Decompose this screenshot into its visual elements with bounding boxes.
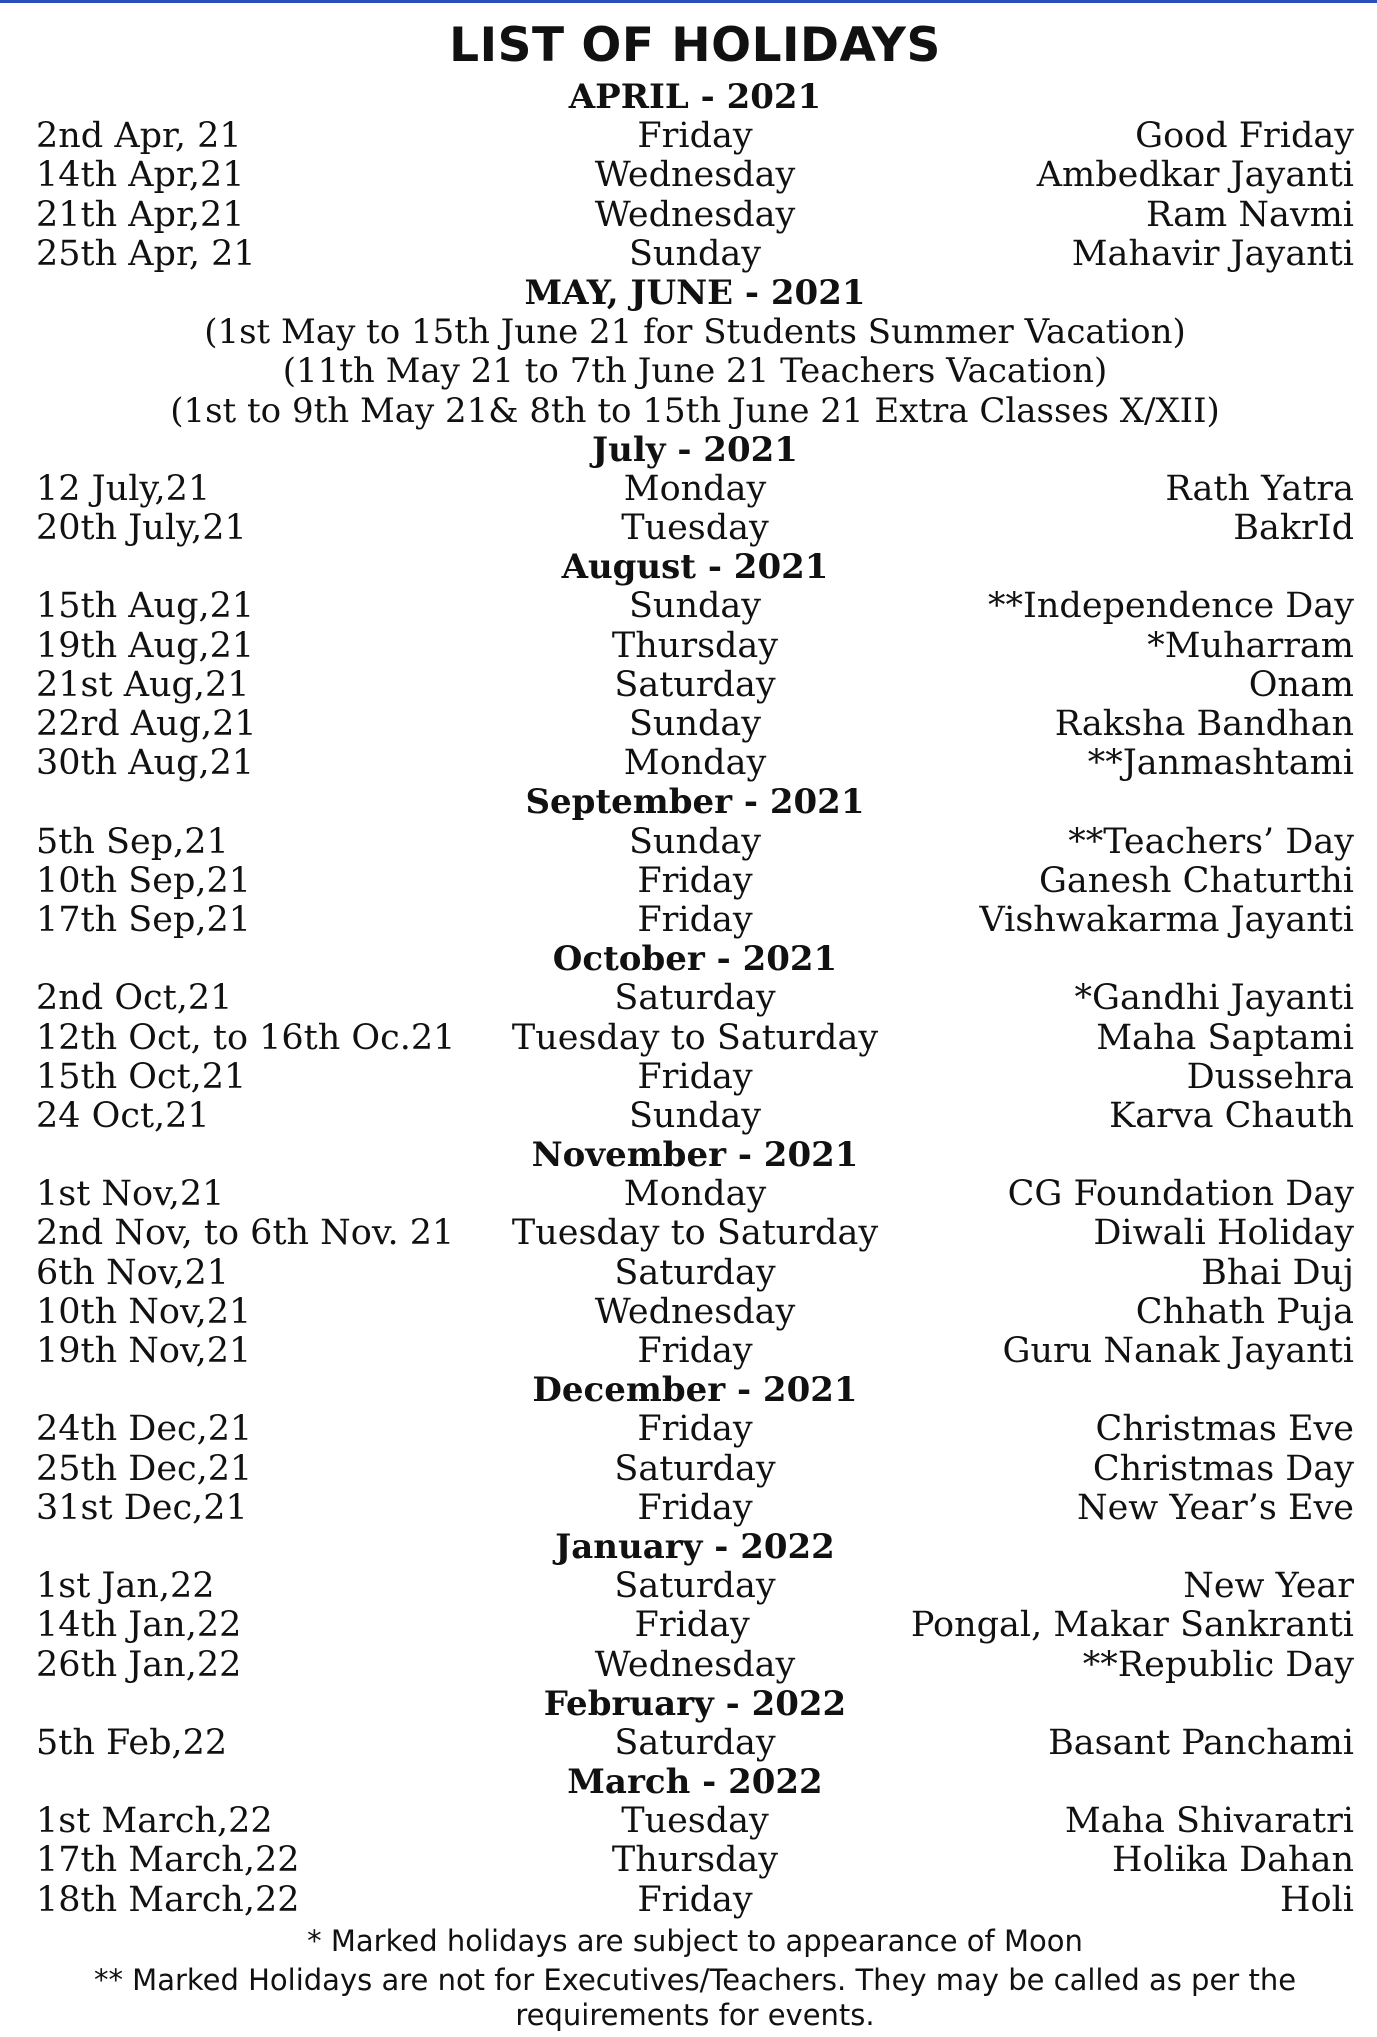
holiday-date: 2nd Oct,21 bbox=[36, 978, 233, 1019]
holiday-weekday: Monday bbox=[623, 468, 767, 509]
holiday-date: 21th Apr,21 bbox=[36, 194, 245, 235]
holiday-row bbox=[36, 1019, 1354, 1058]
holiday-date: 18th March,22 bbox=[36, 1879, 300, 1920]
holiday-date: 15th Oct,21 bbox=[36, 1056, 247, 1097]
holiday-row bbox=[36, 979, 1354, 1018]
holiday-weekday: Saturday bbox=[614, 1722, 776, 1763]
holiday-weekday: Friday bbox=[637, 1409, 753, 1450]
holiday-list-document bbox=[36, 14, 1354, 2033]
holiday-weekday: Sunday bbox=[628, 1095, 762, 1136]
holiday-weekday: Friday bbox=[634, 1605, 750, 1646]
holiday-date: 31st Dec,21 bbox=[36, 1487, 248, 1528]
month-heading: October - 2021 bbox=[552, 939, 838, 980]
holiday-date: 2nd Nov, to 6th Nov. 21 bbox=[36, 1213, 455, 1254]
holiday-name: **Republic Day bbox=[1082, 1644, 1354, 1685]
holiday-name: *Muharram bbox=[1147, 625, 1354, 666]
holiday-date: 10th Sep,21 bbox=[36, 860, 252, 901]
holiday-weekday: Tuesday to Saturday bbox=[511, 1017, 879, 1058]
holiday-name: Guru Nanak Jayanti bbox=[1002, 1331, 1354, 1371]
holiday-date: 14th Jan,22 bbox=[36, 1605, 242, 1646]
holiday-weekday: Friday bbox=[637, 116, 753, 157]
holiday-name: Maha Saptami bbox=[1096, 1017, 1354, 1058]
month-heading: November - 2021 bbox=[531, 1135, 859, 1176]
holiday-weekday: Friday bbox=[637, 1487, 753, 1528]
holiday-row bbox=[36, 1841, 1354, 1880]
holiday-weekday: Sunday bbox=[628, 233, 762, 274]
holiday-date: 25th Dec,21 bbox=[36, 1448, 253, 1489]
holiday-name: Holika Dahan bbox=[1111, 1840, 1354, 1881]
month-section bbox=[36, 940, 1354, 1136]
holiday-name: Holi bbox=[1280, 1879, 1354, 1920]
holiday-row bbox=[36, 901, 1354, 940]
holiday-weekday: Wednesday bbox=[594, 155, 796, 196]
holiday-weekday: Thursday bbox=[611, 625, 779, 666]
holiday-weekday: Sunday bbox=[628, 704, 762, 744]
holiday-date: 19th Aug,21 bbox=[36, 625, 255, 666]
month-heading: August - 2021 bbox=[561, 547, 829, 588]
holiday-name: Ambedkar Jayanti bbox=[1036, 155, 1354, 196]
holiday-date: 1st Nov,21 bbox=[36, 1174, 225, 1215]
holiday-name: Dussehra bbox=[1186, 1056, 1354, 1097]
holiday-date: 24th Dec,21 bbox=[36, 1409, 253, 1450]
holiday-row bbox=[36, 196, 1354, 235]
holiday-row bbox=[36, 470, 1354, 509]
holiday-date: 1st Jan,22 bbox=[36, 1566, 215, 1607]
holiday-name: Good Friday bbox=[1135, 116, 1354, 157]
month-heading: MAY, JUNE - 2021 bbox=[524, 272, 866, 313]
holiday-row bbox=[36, 666, 1354, 705]
holiday-weekday: Friday bbox=[637, 899, 753, 940]
vacation-note: (1st to 9th May 21& 8th to 15th June 21 Extra Classes X/XII) bbox=[170, 390, 1220, 431]
month-section bbox=[36, 1371, 1354, 1528]
holiday-row bbox=[36, 1293, 1354, 1332]
holiday-row bbox=[36, 1489, 1354, 1528]
holiday-weekday: Wednesday bbox=[594, 1644, 796, 1685]
month-section bbox=[36, 548, 1354, 783]
holiday-row bbox=[36, 235, 1354, 274]
holiday-row bbox=[36, 587, 1354, 626]
holiday-date: 17th Sep,21 bbox=[36, 899, 252, 940]
holiday-sections bbox=[36, 78, 1354, 1920]
holiday-row bbox=[36, 862, 1354, 901]
holiday-row bbox=[36, 1175, 1354, 1214]
holiday-date: 10th Nov,21 bbox=[36, 1291, 252, 1332]
month-section bbox=[36, 783, 1354, 940]
month-section bbox=[36, 431, 1354, 549]
holiday-date: 2nd Apr, 21 bbox=[36, 116, 242, 157]
holiday-row bbox=[36, 1214, 1354, 1253]
holiday-date: 21st Aug,21 bbox=[36, 664, 250, 705]
holiday-name: Pongal, Makar Sankranti bbox=[910, 1605, 1354, 1646]
holiday-weekday: Saturday bbox=[614, 978, 776, 1019]
holiday-weekday: Friday bbox=[637, 1056, 753, 1097]
holiday-row bbox=[36, 1724, 1354, 1763]
holiday-name: CG Foundation Day bbox=[1007, 1174, 1354, 1215]
holiday-date: 24 Oct,21 bbox=[36, 1095, 210, 1136]
holiday-date: 22rd Aug,21 bbox=[36, 704, 257, 744]
holiday-date: 25th Apr, 21 bbox=[36, 233, 256, 274]
holiday-row bbox=[36, 1332, 1354, 1371]
holiday-date: 6th Nov,21 bbox=[36, 1252, 229, 1293]
holiday-row bbox=[36, 1606, 1354, 1645]
holiday-weekday: Tuesday to Saturday bbox=[511, 1213, 879, 1254]
holiday-row bbox=[36, 744, 1354, 783]
month-section bbox=[36, 1528, 1354, 1685]
holiday-row bbox=[36, 1450, 1354, 1489]
holiday-name: New Year bbox=[1183, 1566, 1354, 1607]
holiday-weekday: Friday bbox=[637, 1879, 753, 1920]
holiday-weekday: Monday bbox=[623, 1174, 767, 1215]
holiday-name: Basant Panchami bbox=[1048, 1722, 1354, 1763]
holiday-name: New Year’s Eve bbox=[1076, 1487, 1354, 1528]
holiday-weekday: Friday bbox=[637, 860, 753, 901]
holiday-weekday: Wednesday bbox=[594, 194, 796, 235]
month-heading: January - 2022 bbox=[555, 1526, 835, 1567]
holiday-name: Karva Chauth bbox=[1109, 1095, 1354, 1136]
holiday-row bbox=[36, 1097, 1354, 1136]
vacation-note: (11th May 21 to 7th June 21 Teachers Vacation) bbox=[282, 351, 1108, 392]
holiday-name: Bhai Duj bbox=[1201, 1252, 1354, 1293]
holiday-row bbox=[36, 156, 1354, 195]
holiday-name: Chhath Puja bbox=[1135, 1291, 1354, 1332]
holiday-weekday: Saturday bbox=[614, 664, 776, 705]
holiday-name: **Independence Day bbox=[988, 586, 1354, 627]
month-section bbox=[36, 78, 1354, 274]
footnote-executives: ** Marked Holidays are not for Executives/Teachers. They may be called as per the requirements for events. bbox=[93, 1962, 1297, 2032]
holiday-date: 5th Feb,22 bbox=[36, 1722, 228, 1763]
holiday-name: Ram Navmi bbox=[1146, 194, 1354, 235]
holiday-row bbox=[36, 1058, 1354, 1097]
holiday-name: Mahavir Jayanti bbox=[1071, 233, 1354, 274]
month-heading: APRIL - 2021 bbox=[568, 77, 822, 117]
holiday-date: 12 July,21 bbox=[36, 468, 211, 509]
holiday-row bbox=[36, 1567, 1354, 1606]
holiday-weekday: Saturday bbox=[614, 1566, 776, 1607]
month-section bbox=[36, 1763, 1354, 1920]
holiday-name: Ganesh Chaturthi bbox=[1038, 860, 1354, 901]
holiday-date: 5th Sep,21 bbox=[36, 821, 229, 862]
top-rule bbox=[0, 0, 1377, 3]
holiday-weekday: Saturday bbox=[614, 1448, 776, 1489]
holiday-row bbox=[36, 1410, 1354, 1449]
holiday-name: BakrId bbox=[1233, 508, 1354, 549]
month-section bbox=[36, 274, 1354, 431]
holiday-name: Rath Yatra bbox=[1165, 468, 1354, 509]
holiday-date: 12th Oct, to 16th Oc.21 bbox=[36, 1017, 456, 1058]
month-heading: July - 2021 bbox=[592, 429, 798, 470]
holiday-row bbox=[36, 1254, 1354, 1293]
holiday-name: Vishwakarma Jayanti bbox=[979, 899, 1354, 940]
holiday-date: 26th Jan,22 bbox=[36, 1644, 242, 1685]
holiday-name: Christmas Eve bbox=[1095, 1409, 1354, 1450]
holiday-weekday: Saturday bbox=[614, 1252, 776, 1293]
holiday-weekday: Tuesday bbox=[621, 508, 769, 549]
holiday-name: Onam bbox=[1248, 664, 1354, 705]
holiday-name: Maha Shivaratri bbox=[1064, 1801, 1354, 1842]
footnote-moon: * Marked holidays are subject to appearance of Moon bbox=[307, 1923, 1083, 1958]
holiday-weekday: Sunday bbox=[628, 821, 762, 862]
holiday-date: 30th Aug,21 bbox=[36, 743, 255, 784]
holiday-date: 15th Aug,21 bbox=[36, 586, 255, 627]
page-title: LIST OF HOLIDAYS bbox=[449, 18, 941, 73]
holiday-row bbox=[36, 823, 1354, 862]
holiday-weekday: Tuesday bbox=[621, 1801, 769, 1842]
month-heading: February - 2022 bbox=[543, 1683, 847, 1724]
month-section bbox=[36, 1685, 1354, 1763]
month-heading: March - 2022 bbox=[567, 1762, 823, 1803]
month-section bbox=[36, 1136, 1354, 1371]
holiday-row bbox=[36, 1881, 1354, 1920]
holiday-name: Raksha Bandhan bbox=[1054, 704, 1354, 744]
holiday-row bbox=[36, 705, 1354, 744]
vacation-note: (1st May to 15th June 21 for Students Summer Vacation) bbox=[204, 312, 1186, 353]
holiday-weekday: Monday bbox=[623, 743, 767, 784]
month-heading: September - 2021 bbox=[525, 782, 865, 823]
holiday-weekday: Friday bbox=[637, 1331, 753, 1371]
holiday-date: 19th Nov,21 bbox=[36, 1331, 252, 1371]
month-heading: December - 2021 bbox=[532, 1370, 858, 1411]
holiday-name: Diwali Holiday bbox=[1093, 1213, 1354, 1254]
holiday-date: 1st March,22 bbox=[36, 1801, 273, 1842]
holiday-date: 20th July,21 bbox=[36, 508, 247, 549]
holiday-name: **Teachers’ Day bbox=[1068, 821, 1354, 862]
holiday-name: **Janmashtami bbox=[1087, 743, 1354, 784]
holiday-row bbox=[36, 117, 1354, 156]
holiday-row bbox=[36, 509, 1354, 548]
holiday-date: 17th March,22 bbox=[36, 1840, 300, 1881]
holiday-weekday: Wednesday bbox=[594, 1291, 796, 1332]
holiday-weekday: Sunday bbox=[628, 586, 762, 627]
holiday-row bbox=[36, 627, 1354, 666]
holiday-row bbox=[36, 1802, 1354, 1841]
holiday-weekday: Thursday bbox=[611, 1840, 779, 1881]
holiday-row bbox=[36, 1646, 1354, 1685]
holiday-name: Christmas Day bbox=[1092, 1448, 1354, 1489]
holiday-date: 14th Apr,21 bbox=[36, 155, 245, 196]
holiday-name: *Gandhi Jayanti bbox=[1074, 978, 1354, 1019]
